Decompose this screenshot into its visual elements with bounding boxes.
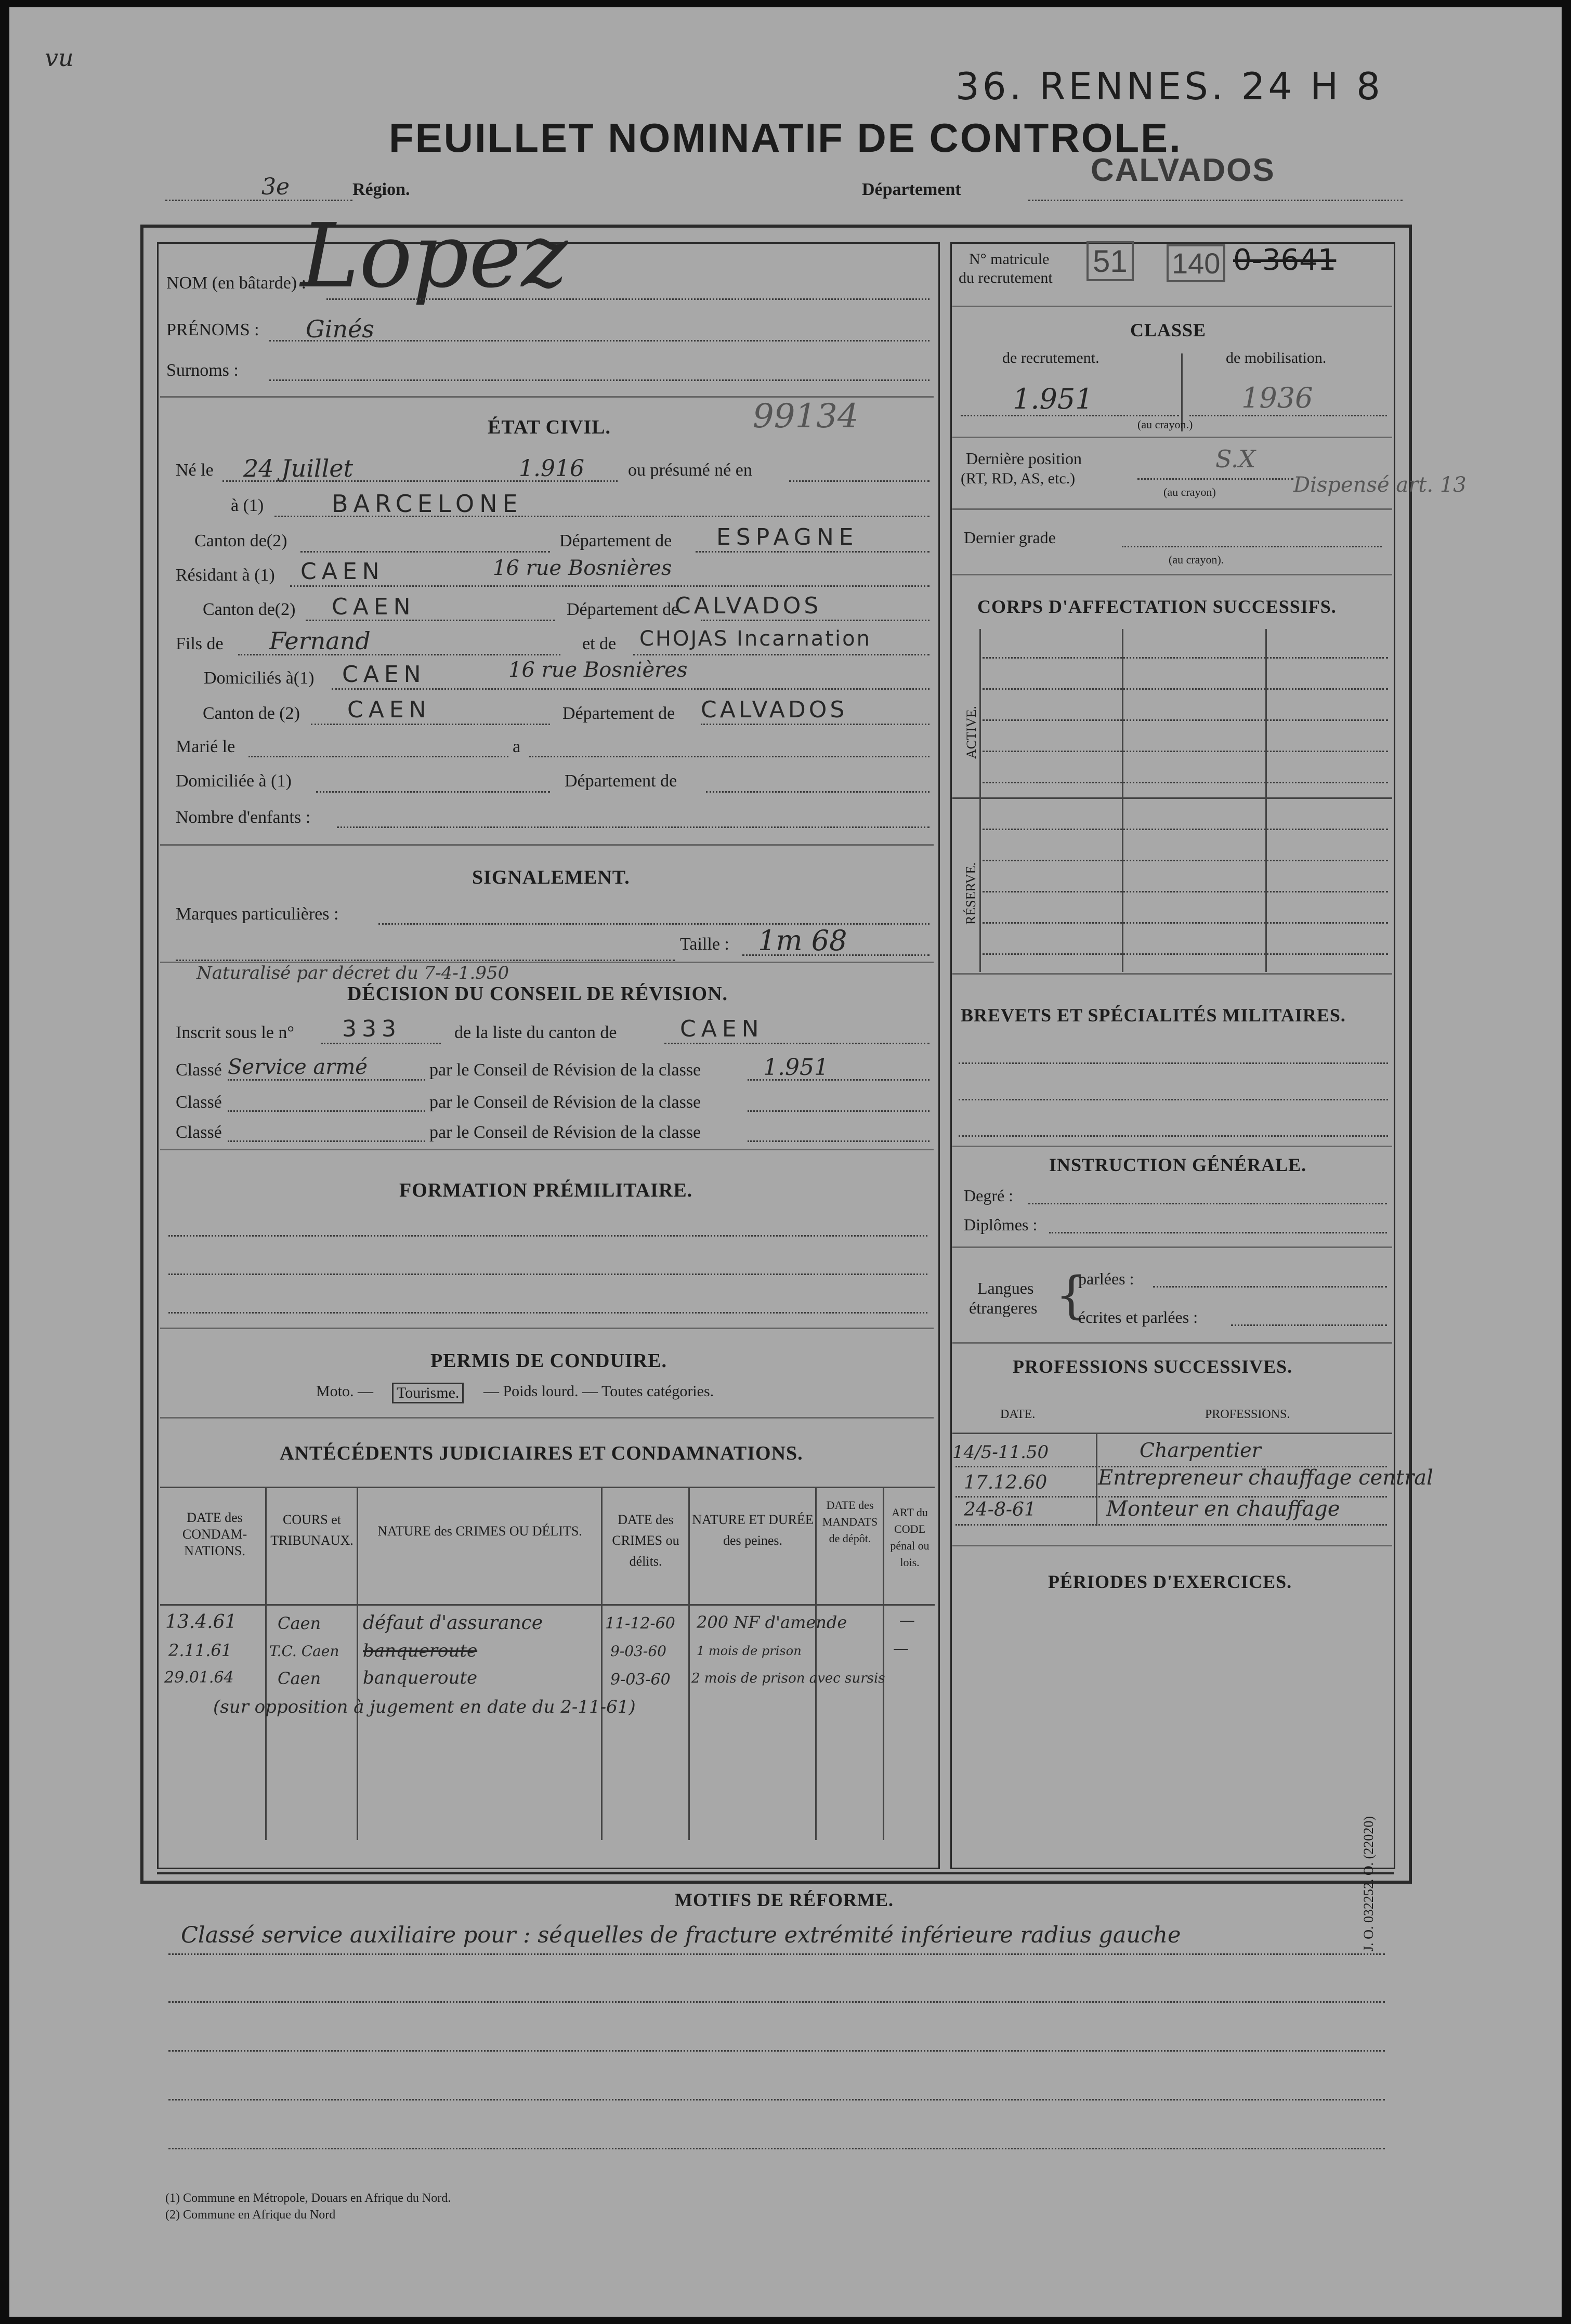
fils-label: Fils de xyxy=(176,634,224,653)
mere-line xyxy=(633,654,929,655)
formation-line-2 xyxy=(168,1273,927,1275)
profession-3-name: Monteur en chauffage xyxy=(1106,1497,1340,1521)
condamnation-3-date-crime: 9-03-60 xyxy=(610,1671,671,1689)
matricule-stamp-2: 140 xyxy=(1167,244,1225,282)
reforme-text: Classé service auxiliaire pour : séquelles de fracture extrémité inférieure radius gauche xyxy=(181,1922,1181,1948)
enfants-label: Nombre d'enfants : xyxy=(176,808,311,827)
taille-line xyxy=(742,954,929,956)
derniere-position-value: S.X xyxy=(1215,445,1256,473)
diplomes-rule xyxy=(952,1246,1392,1248)
reforme-line-1 xyxy=(168,1953,1385,1955)
matricule-label-1: N° matricule xyxy=(969,251,1050,268)
reforme-line-2 xyxy=(168,2001,1385,2003)
dernier-grade-line xyxy=(1122,546,1382,547)
dept3-line xyxy=(701,724,929,725)
marie-label: Marié le xyxy=(176,737,235,756)
formation-line-3 xyxy=(168,1312,927,1314)
formation-line-1 xyxy=(168,1235,927,1237)
taille-label: Taille : xyxy=(680,935,729,954)
corps-col-1 xyxy=(979,629,981,972)
lieu-naissance-value: BARCELONE xyxy=(332,490,523,518)
ne-le-label: Né le xyxy=(176,461,214,480)
derniere-position-rule xyxy=(952,508,1392,510)
derniere-position-au-crayon: (au crayon) xyxy=(1163,485,1216,498)
ecrites-label: écrites et parlées : xyxy=(1078,1308,1198,1327)
periodes-heading: PÉRIODES D'EXERCICES. xyxy=(1048,1571,1292,1592)
condamnation-3-nature: banqueroute xyxy=(363,1667,478,1688)
surnoms-line xyxy=(269,379,929,381)
antecedents-col-sep-5 xyxy=(815,1487,817,1840)
inscrit-label: Inscrit sous le n° xyxy=(176,1023,294,1042)
derniere-position-label: Dernière position xyxy=(966,449,1082,468)
corps-heading: CORPS D'AFFECTATION SUCCESSIFS. xyxy=(977,596,1337,617)
etat-civil-heading: ÉTAT CIVIL. xyxy=(488,416,611,438)
fils-line xyxy=(238,654,560,655)
dispense-note: Dispensé art. 13 xyxy=(1293,473,1467,497)
region-label: Région. xyxy=(352,180,410,199)
departement-label: Département xyxy=(862,180,961,199)
diplomes-line xyxy=(1049,1232,1387,1233)
classe-rule xyxy=(952,437,1392,438)
canton3-label: Canton de (2) xyxy=(203,704,300,723)
condamnation-3-cours: Caen xyxy=(278,1669,321,1688)
classe-heading: CLASSE xyxy=(1130,320,1207,340)
condamnation-2-nature: banqueroute xyxy=(363,1640,478,1661)
permis-heading: PERMIS DE CONDUIRE. xyxy=(430,1350,667,1372)
footnote-2: (2) Commune en Afrique du Nord xyxy=(165,2208,336,2222)
dernier-grade-rule xyxy=(952,574,1392,575)
classe-line-1 xyxy=(228,1079,425,1081)
langues-label-2: étrangeres xyxy=(969,1298,1038,1317)
classe-label-1: Classé xyxy=(176,1060,222,1080)
profession-2-name: Entrepreneur chauffage central xyxy=(1098,1466,1433,1490)
conseil-rule xyxy=(160,1149,934,1150)
corps-line-6 xyxy=(983,829,1388,830)
signalement-heading: SIGNALEMENT. xyxy=(472,866,630,888)
classe-year-line-3 xyxy=(748,1140,929,1142)
brevets-heading: BREVETS ET SPÉCIALITÉS MILITAIRES. xyxy=(961,1005,1346,1026)
domiciliee-label: Domiciliée à (1) xyxy=(176,771,292,791)
dept2-label: Département de xyxy=(567,600,679,619)
corps-line-9 xyxy=(983,922,1388,924)
permis-tourisme: Tourisme. xyxy=(392,1383,464,1403)
recrutement-value: 1.951 xyxy=(1013,383,1093,415)
brevets-rule xyxy=(952,1146,1392,1147)
diplomes-label: Diplômes : xyxy=(964,1215,1038,1234)
permis-moto: Moto. — xyxy=(316,1383,374,1400)
instruction-rule xyxy=(952,1342,1392,1344)
resident-address: 16 rue Bosnières xyxy=(493,556,672,580)
corps-col-2 xyxy=(1122,629,1123,972)
inscrit-value: 333 xyxy=(342,1016,401,1042)
professions-date-col: DATE. xyxy=(1000,1408,1036,1421)
profession-2-date: 17.12.60 xyxy=(964,1472,1048,1493)
corps-line-7 xyxy=(983,860,1388,861)
reforme-line-4 xyxy=(168,2099,1385,2100)
dernier-grade-au-crayon: (au crayon). xyxy=(1169,553,1224,566)
domicilies-value: CAEN xyxy=(342,661,426,688)
marques-label: Marques particulières : xyxy=(176,904,339,924)
permis-rest: — Poids lourd. — Toutes catégories. xyxy=(483,1383,714,1400)
classe-line-2 xyxy=(228,1110,425,1112)
derniere-position-line xyxy=(1137,478,1293,480)
corps-line-1 xyxy=(983,657,1388,659)
enfants-line xyxy=(337,826,929,828)
corps-divider xyxy=(952,797,1392,799)
classe-au-crayon: (au crayon.) xyxy=(1137,418,1193,431)
recrutement-line xyxy=(961,415,1179,416)
brevets-line-2 xyxy=(959,1099,1388,1100)
document-page xyxy=(9,7,1562,2317)
antecedents-table-top xyxy=(160,1487,935,1488)
canton2-label: Canton de(2) xyxy=(203,600,296,619)
antecedents-col-sep-3 xyxy=(601,1487,603,1840)
dept2-value: CALVADOS xyxy=(675,593,822,619)
departement-naissance-value: ESPAGNE xyxy=(716,524,859,550)
formation-rule xyxy=(160,1328,934,1329)
col-header-date-condamnation: DATE des CONDAM-NATIONS. xyxy=(182,1510,247,1558)
corner-mark: vu xyxy=(45,44,74,72)
condamnation-2-date: 2.11.61 xyxy=(168,1640,232,1660)
permis-rule xyxy=(160,1417,934,1419)
matricule-label-2: du recrutement xyxy=(959,269,1053,286)
presume-line xyxy=(789,480,929,482)
professions-prof-col: PROFESSIONS. xyxy=(1205,1408,1290,1421)
antecedents-col-sep-2 xyxy=(357,1487,358,1840)
canton3-value: CAEN xyxy=(347,697,431,723)
naturalisation-note: Naturalisé par décret du 7-4-1.950 xyxy=(197,963,509,983)
taille-value: 1m 68 xyxy=(758,924,847,957)
antecedents-col-sep-1 xyxy=(265,1487,267,1840)
classe-year-line xyxy=(748,1079,929,1081)
domicilies-label: Domiciliés à(1) xyxy=(204,668,315,688)
domiciliee-dept-label: Département de xyxy=(565,771,677,791)
condamnation-1-date-crime: 11-12-60 xyxy=(605,1614,675,1633)
professions-col-sep xyxy=(1096,1433,1097,1526)
resident-label: Résidant à (1) xyxy=(176,566,275,585)
marie-line xyxy=(248,756,508,757)
corps-line-5 xyxy=(983,782,1388,783)
corps-reserve-label: RÉSERVE. xyxy=(963,862,978,925)
surnoms-label: Surnoms : xyxy=(166,361,239,380)
antecedents-table-header-bottom xyxy=(160,1604,935,1606)
instruction-heading: INSTRUCTION GÉNÉRALE. xyxy=(1049,1154,1307,1175)
resident-line xyxy=(290,585,929,587)
condamnation-2-article: — xyxy=(893,1639,909,1658)
domiciliee-line xyxy=(316,791,550,793)
profession-1-date: 14/5-11.50 xyxy=(952,1442,1049,1463)
departement-naissance-line xyxy=(696,551,929,553)
condamnation-1-article: — xyxy=(899,1611,915,1630)
region-value: 3e xyxy=(261,174,290,200)
condamnation-1-date: 13.4.61 xyxy=(165,1611,237,1633)
col-header-cours: COURS et TRIBUNAUX. xyxy=(270,1512,354,1548)
nom-line xyxy=(326,298,929,300)
par-conseil-label-1: par le Conseil de Révision de la classe xyxy=(429,1060,701,1080)
parlees-line xyxy=(1153,1286,1387,1288)
antecedents-col-sep-4 xyxy=(688,1487,690,1840)
corps-rule xyxy=(952,973,1392,975)
brevets-line-1 xyxy=(959,1062,1388,1064)
classe-value: Service armé xyxy=(228,1055,368,1079)
departement-line xyxy=(1028,200,1403,201)
dept2-line xyxy=(701,620,929,621)
departement-stamp: CALVADOS xyxy=(1091,152,1275,188)
marie-a-label: a xyxy=(513,737,521,756)
reforme-separator xyxy=(157,1872,1394,1874)
corps-line-8 xyxy=(983,891,1388,892)
recrutement-label: de recrutement. xyxy=(1002,349,1099,366)
marques-line-2 xyxy=(176,960,675,961)
nom-value: Lopez xyxy=(300,205,568,308)
classe-label-3: Classé xyxy=(176,1123,222,1142)
brevets-line-3 xyxy=(959,1135,1388,1137)
reforme-heading: MOTIFS DE RÉFORME. xyxy=(675,1889,894,1910)
condamnation-1-cours: Caen xyxy=(278,1613,321,1633)
col-header-nature-crimes: NATURE des CRIMES OU DÉLITS. xyxy=(377,1524,582,1539)
antecedents-heading: ANTÉCÉDENTS JUDICIAIRES ET CONDAMNATIONS. xyxy=(280,1442,803,1464)
classe-label-2: Classé xyxy=(176,1093,222,1112)
degre-label: Degré : xyxy=(964,1186,1014,1205)
footnote-1: (1) Commune en Métropole, Douars en Afrique du Nord. xyxy=(165,2191,451,2205)
canton2-value: CAEN xyxy=(332,594,416,620)
condamnation-2-cours: T.C. Caen xyxy=(269,1643,339,1660)
domicilies-line xyxy=(332,688,929,690)
opposition-note: (sur opposition à jugement en date du 2-11-61) xyxy=(213,1697,636,1717)
canton2-line xyxy=(306,620,555,621)
conseil-heading: DÉCISION DU CONSEIL DE RÉVISION. xyxy=(347,983,728,1005)
degre-line xyxy=(1028,1203,1387,1204)
parlees-label: parlées : xyxy=(1078,1269,1134,1288)
reforme-line-3 xyxy=(168,2050,1385,2052)
profession-line-2 xyxy=(955,1496,1387,1498)
formation-heading: FORMATION PRÉMILITAIRE. xyxy=(399,1179,693,1201)
canton-line xyxy=(300,551,550,553)
matricule-stamp-1: 51 xyxy=(1086,241,1134,281)
dernier-grade-label: Dernier grade xyxy=(964,528,1056,547)
mobilisation-label: de mobilisation. xyxy=(1226,349,1327,366)
domicilies-address: 16 rue Bosnières xyxy=(508,658,688,682)
presume-label: ou présumé né en xyxy=(628,461,752,480)
prenoms-line xyxy=(269,340,929,342)
matricule-rule xyxy=(952,306,1392,307)
inscrit-line xyxy=(321,1043,441,1044)
profession-1-name: Charpentier xyxy=(1140,1439,1261,1462)
classe-year: 1.951 xyxy=(763,1054,829,1081)
canton-label: Canton de(2) xyxy=(194,531,287,550)
reforme-line-5 xyxy=(168,2148,1385,2149)
mobilisation-line xyxy=(1189,415,1387,416)
mobilisation-value: 1936 xyxy=(1241,382,1313,414)
mere-value: CHOJAS Incarnation xyxy=(639,627,871,651)
professions-header-line xyxy=(952,1433,1392,1434)
marie-a-line xyxy=(529,756,929,757)
par-conseil-label-3: par le Conseil de Révision de la classe xyxy=(429,1123,701,1142)
col-header-art-code: ART du CODE pénal ou lois. xyxy=(890,1506,929,1569)
domiciliee-dept-line xyxy=(706,791,929,793)
corps-active-label: ACTIVE. xyxy=(963,706,979,759)
liste-line xyxy=(664,1043,929,1044)
departement-naissance-label: Département de xyxy=(559,531,672,550)
ne-le-line xyxy=(222,480,618,482)
condamnation-2-peine: 1 mois de prison xyxy=(697,1644,802,1658)
ne-le-value: 24 Juillet xyxy=(243,454,354,482)
region-line xyxy=(165,200,352,201)
corps-line-3 xyxy=(983,719,1388,721)
form-title: FEUILLET NOMINATIF DE CONTROLE. xyxy=(389,115,1182,161)
condamnation-3-peine: 2 mois de prison avec sursis xyxy=(691,1671,885,1686)
par-conseil-label-2: par le Conseil de Révision de la classe xyxy=(429,1093,701,1112)
derniere-position-sub: (RT, RD, AS, etc.) xyxy=(961,470,1076,487)
etat-civil-rule xyxy=(160,844,934,846)
nom-label: NOM (en bâtarde) : xyxy=(166,273,307,293)
corps-line-2 xyxy=(983,688,1388,690)
dept3-label: Département de xyxy=(562,704,675,723)
classe-year-line-2 xyxy=(748,1110,929,1112)
classe-line-3 xyxy=(228,1140,425,1142)
corps-line-10 xyxy=(983,953,1388,955)
dept3-value: CALVADOS xyxy=(701,697,848,723)
condamnation-1-nature: défaut d'assurance xyxy=(363,1612,543,1634)
profession-line-3 xyxy=(955,1524,1387,1526)
profession-3-date: 24-8-61 xyxy=(964,1499,1036,1520)
lieu-naissance-label: à (1) xyxy=(231,496,264,515)
canton3-line xyxy=(311,724,550,725)
langues-label-1: Langues xyxy=(977,1279,1034,1297)
condamnation-3-date: 29.01.64 xyxy=(164,1669,234,1687)
col-header-date-mandats: DATE des MANDATS de dépôt. xyxy=(822,1499,878,1545)
etat-civil-reference: 99134 xyxy=(753,397,859,436)
langues-brace: { xyxy=(1055,1266,1088,1324)
col-header-date-crimes: DATE des CRIMES ou délits. xyxy=(612,1512,679,1569)
prenoms-value: Ginés xyxy=(306,315,374,343)
archive-reference: 36. RENNES. 24 H 8 xyxy=(955,64,1383,108)
corps-col-3 xyxy=(1265,629,1267,972)
resident-value: CAEN xyxy=(300,558,385,585)
ecrites-line xyxy=(1231,1324,1387,1326)
liste-value: CAEN xyxy=(680,1016,764,1042)
corps-line-4 xyxy=(983,751,1388,752)
printer-reference: J. O. 032252. O. (22020) xyxy=(1361,1816,1376,1951)
antecedents-col-sep-6 xyxy=(883,1487,884,1840)
condamnation-2-date-crime: 9-03-60 xyxy=(610,1643,666,1660)
birth-year: 1.916 xyxy=(519,455,584,482)
mere-label: et de xyxy=(582,634,617,653)
professions-rule xyxy=(952,1545,1392,1546)
profession-line-1 xyxy=(955,1466,1387,1467)
liste-label: de la liste du canton de xyxy=(454,1023,617,1042)
matricule-number: 0-3641 xyxy=(1233,243,1337,277)
fils-value: Fernand xyxy=(269,627,371,655)
lieu-naissance-line xyxy=(274,516,929,517)
prenoms-label: PRÉNOMS : xyxy=(166,320,259,339)
condamnation-1-peine: 200 NF d'amende xyxy=(697,1612,847,1632)
professions-heading: PROFESSIONS SUCCESSIVES. xyxy=(1013,1356,1293,1377)
col-header-nature-peines: NATURE ET DURÉE des peines. xyxy=(692,1512,814,1548)
